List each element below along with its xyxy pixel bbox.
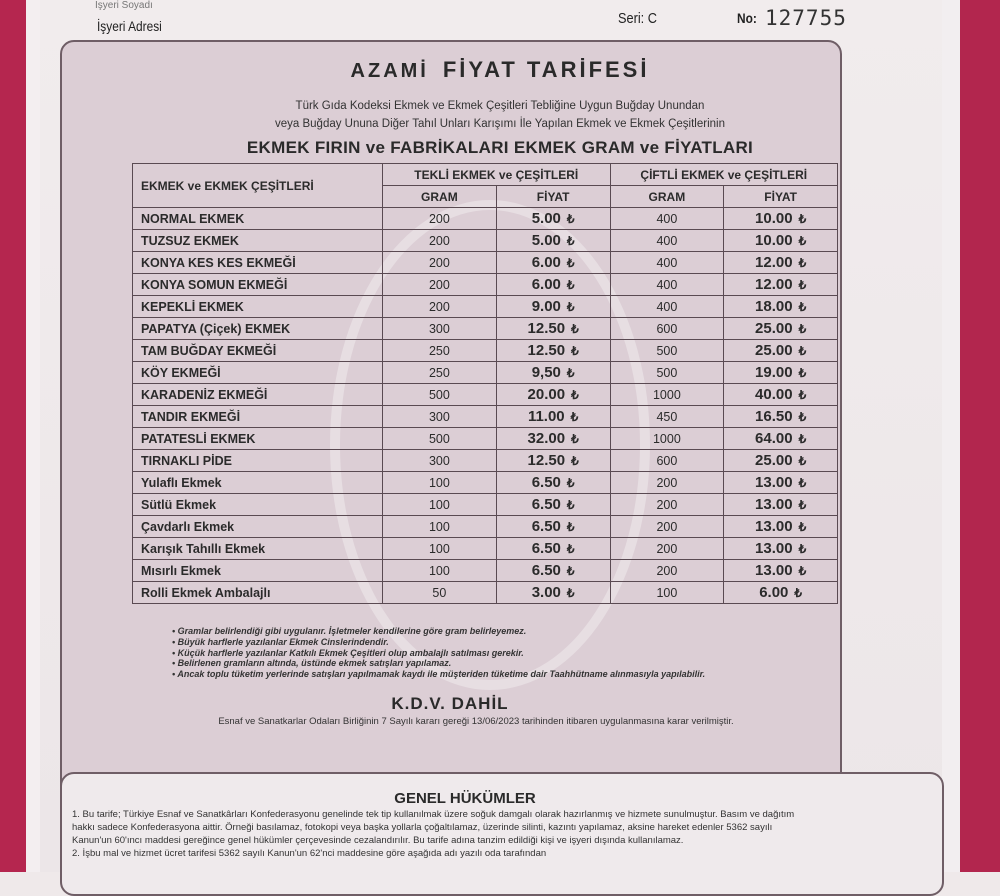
row-price-double	[724, 230, 838, 252]
row-gram-single	[383, 252, 497, 274]
row-gram-double-value: 500	[656, 343, 678, 358]
row-gram-single	[383, 384, 497, 406]
row-name	[133, 428, 383, 450]
row-name-value: PAPATYA (Çiçek) EKMEK	[141, 321, 291, 336]
row-name	[133, 362, 383, 384]
lira-icon: ₺	[798, 520, 807, 534]
row-gram-double	[610, 340, 724, 362]
genel-line: 1. Bu tarife; Türkiye Esnaf ve Sanatkârları Konfederasyonu genelinde tek tip kullanılmak üzere soğuk damgalı olarak hazırlanmış ve hizmete sunulmuştur. Basım ve dağıtım	[72, 809, 795, 820]
lira-icon: ₺	[798, 454, 807, 468]
row-price-single	[496, 494, 610, 516]
lira-icon: ₺	[798, 542, 807, 556]
table-heading: EKMEK FIRIN ve FABRİKALARI EKMEK GRAM ve FİYATLARI	[246, 138, 754, 157]
row-gram-single-value: 50	[432, 585, 447, 600]
row-name-value: KÖY EKMEĞİ	[141, 365, 221, 380]
row-gram-double-value: 100	[656, 585, 678, 600]
table-row	[133, 274, 838, 296]
genel-line: 2. İşbu mal ve hizmet ücret tarifesi 5362 sayılı Kanun'un 62'nci maddesine göre aşağıda adı yazılı oda tarafından	[72, 848, 547, 859]
row-price-double	[724, 340, 838, 362]
table-row	[133, 450, 838, 472]
lira-icon: ₺	[798, 366, 807, 380]
lira-icon: ₺	[566, 256, 575, 270]
row-gram-single	[383, 208, 497, 230]
row-price-double	[724, 274, 838, 296]
row-price-double	[724, 472, 838, 494]
row-price-double	[724, 384, 838, 406]
row-name-value: TANDIR EKMEĞİ	[141, 409, 241, 424]
row-name	[133, 582, 383, 604]
row-price-double	[724, 560, 838, 582]
lira-icon: ₺	[798, 344, 807, 358]
row-name	[133, 538, 383, 560]
row-gram-single-value: 100	[428, 519, 450, 534]
lira-icon: ₺	[798, 432, 807, 446]
lira-icon: ₺	[571, 454, 579, 468]
row-price-single	[496, 208, 610, 230]
table-row	[133, 296, 838, 318]
row-name-value: Mısırlı Ekmek	[141, 563, 221, 578]
genel-hukumler-text	[72, 808, 912, 860]
lira-icon: ₺	[798, 234, 807, 248]
genel-hukumler-title: GENEL HÜKÜMLER	[394, 790, 536, 807]
genel-line: hakkı sadece Konfederasyona aittir. Örneği basılamaz, fotokopi veya başka yollarla çoğaltılamaz, üzerinde silinti, kazıntı yapılamaz, aksine hareket edenler 5362 sayılı	[72, 822, 773, 833]
lira-icon: ₺	[798, 322, 807, 336]
row-name-value: Yulaflı Ekmek	[141, 475, 222, 490]
row-price-single-value: 11.00	[527, 408, 565, 425]
row-gram-double-value: 400	[656, 299, 678, 314]
table-row	[133, 428, 838, 450]
column-header-gram-double: GRAM	[610, 186, 724, 208]
row-gram-single	[383, 582, 497, 604]
row-gram-single	[383, 450, 497, 472]
row-price-double-value: 64.00	[755, 430, 793, 447]
lira-icon: ₺	[571, 344, 579, 358]
lira-icon: ₺	[571, 432, 579, 446]
row-price-double	[724, 494, 838, 516]
row-name	[133, 296, 383, 318]
row-price-double-value: 18.00	[755, 298, 793, 315]
row-name	[133, 406, 383, 428]
row-gram-double	[610, 362, 724, 384]
row-gram-single-value: 200	[428, 255, 450, 270]
row-gram-double	[610, 208, 724, 230]
row-price-double-value: 12.00	[755, 276, 793, 293]
note-item: • Belirlenen gramların altında, üstünde ekmek satışları yapılamaz.	[172, 658, 452, 669]
lira-icon: ₺	[571, 388, 579, 402]
row-name	[133, 384, 383, 406]
row-name-value: Sütlü Ekmek	[141, 497, 217, 512]
page-edge-left-inner	[26, 0, 40, 872]
lira-icon: ₺	[794, 586, 803, 600]
subtitle-line-2: veya Buğday Ununa Diğer Tahıl Unları Karışımı İle Yapılan Ekmek ve Ekmek Çeşitlerinin	[275, 118, 725, 130]
row-price-single	[496, 582, 610, 604]
row-gram-double	[610, 538, 724, 560]
lira-icon: ₺	[566, 564, 575, 578]
lira-icon: ₺	[566, 520, 575, 534]
row-price-single-value: 32.00	[527, 430, 566, 447]
row-name-value: KARADENİZ EKMEĞİ	[141, 387, 268, 402]
column-header-price-single: FİYAT	[496, 186, 610, 208]
notes-list	[172, 626, 705, 680]
row-price-double-value: 13.00	[755, 518, 793, 535]
row-price-double	[724, 582, 838, 604]
row-gram-double-value: 600	[656, 453, 678, 468]
row-name-value: KONYA KES KES EKMEĞİ	[141, 255, 296, 270]
row-gram-single-value: 250	[428, 365, 450, 380]
row-name	[133, 340, 383, 362]
lira-icon: ₺	[798, 212, 807, 226]
row-price-double-value: 40.00	[755, 386, 793, 403]
esnaf-note: Esnaf ve Sanatkarlar Odaları Birliğinin 7 Sayılı kararı gereği 13/06/2023 tarihinden itibaren uygulanmasına karar verilmiştir.	[218, 716, 734, 727]
lira-icon: ₺	[798, 300, 807, 314]
row-price-double	[724, 428, 838, 450]
row-gram-single-value: 500	[428, 431, 450, 446]
lira-icon: ₺	[566, 542, 575, 556]
row-gram-single-value: 100	[428, 563, 450, 578]
row-gram-single-value: 100	[428, 541, 450, 556]
row-gram-double	[610, 560, 724, 582]
row-name	[133, 230, 383, 252]
row-price-single-value: 6.50	[531, 540, 561, 557]
row-gram-double-value: 200	[656, 563, 678, 578]
row-price-single	[496, 274, 610, 296]
row-price-single	[496, 340, 610, 362]
lira-icon: ₺	[798, 278, 807, 292]
row-gram-single	[383, 494, 497, 516]
row-price-single	[496, 318, 610, 340]
lira-icon: ₺	[566, 586, 575, 600]
row-gram-double	[610, 230, 724, 252]
title-part1: AZAMİ	[350, 60, 429, 82]
row-price-double	[724, 362, 838, 384]
row-gram-single-value: 100	[428, 497, 450, 512]
row-gram-single	[383, 296, 497, 318]
row-gram-single	[383, 516, 497, 538]
column-header-gram-single: GRAM	[383, 186, 497, 208]
row-gram-single-value: 100	[428, 475, 450, 490]
row-price-double-value: 13.00	[755, 562, 793, 579]
row-gram-single-value: 300	[428, 321, 450, 336]
row-gram-single	[383, 274, 497, 296]
row-price-single	[496, 560, 610, 582]
no-label: No:	[737, 10, 757, 26]
row-price-single-value: 6.50	[531, 562, 561, 579]
row-gram-single-value: 300	[428, 453, 450, 468]
page-title	[0, 57, 1000, 83]
row-gram-double-value: 500	[656, 365, 678, 380]
row-name-value: Karışık Tahıllı Ekmek	[141, 541, 266, 556]
row-gram-single-value: 200	[428, 211, 450, 226]
subtitle-line-1: Türk Gıda Kodeksi Ekmek ve Ekmek Çeşitleri Tebliğine Uygun Buğday Unundan	[295, 100, 705, 112]
row-price-double	[724, 450, 838, 472]
column-header-price-double: FİYAT	[724, 186, 838, 208]
price-table	[132, 163, 838, 604]
row-name-value: TIRNAKLI PİDE	[141, 453, 232, 468]
row-gram-double	[610, 450, 724, 472]
row-gram-double	[610, 516, 724, 538]
note-item: • Küçük harflerle yazılanlar Katkılı Ekmek Çeşitleri olup ambalajlı satılması gerekir.	[172, 647, 524, 658]
row-price-single-value: 6.50	[531, 518, 561, 535]
row-gram-double-value: 200	[656, 475, 678, 490]
row-gram-double-value: 400	[656, 277, 678, 292]
lira-icon: ₺	[570, 410, 579, 424]
row-price-double-value: 10.00	[755, 210, 793, 227]
row-name	[133, 516, 383, 538]
serial-number: 127755	[765, 6, 847, 30]
table-row	[133, 582, 838, 604]
lira-icon: ₺	[566, 278, 575, 292]
row-price-single	[496, 384, 610, 406]
kdv-label: K.D.V. DAHİL	[391, 694, 509, 713]
row-gram-single	[383, 560, 497, 582]
row-gram-double	[610, 274, 724, 296]
row-price-double	[724, 208, 838, 230]
row-price-double	[724, 252, 838, 274]
row-price-double	[724, 538, 838, 560]
note-item: • Gramlar belirlendiği gibi uygulanır. İşletmeler kendilerine göre gram belirleyemez.	[172, 626, 527, 636]
row-name-value: KEPEKLİ EKMEK	[141, 299, 244, 314]
header-cutoff-text: İşyeri Soyadı	[95, 0, 153, 11]
row-gram-single	[383, 362, 497, 384]
row-price-single-value: 9,50	[531, 364, 561, 381]
lira-icon: ₺	[571, 322, 579, 336]
table-row	[133, 560, 838, 582]
table-row	[133, 362, 838, 384]
row-price-single-value: 12.50	[527, 320, 566, 337]
row-price-double-value: 19.00	[755, 364, 793, 381]
row-price-single-value: 5.00	[531, 210, 561, 227]
table-row	[133, 252, 838, 274]
row-gram-double-value: 200	[656, 519, 678, 534]
row-name	[133, 252, 383, 274]
row-name	[133, 494, 383, 516]
row-gram-single-value: 200	[428, 277, 450, 292]
row-gram-double-value: 1000	[652, 387, 681, 402]
row-price-single	[496, 362, 610, 384]
table-row	[133, 318, 838, 340]
table-row	[133, 208, 838, 230]
row-gram-double	[610, 318, 724, 340]
lira-icon: ₺	[798, 476, 807, 490]
lira-icon: ₺	[566, 498, 575, 512]
column-header-name: EKMEK ve EKMEK ÇEŞİTLERİ	[133, 164, 383, 208]
row-price-single	[496, 406, 610, 428]
row-gram-double-value: 400	[656, 233, 678, 248]
row-price-single-value: 12.50	[527, 452, 566, 469]
seri-label: Seri: C	[618, 10, 657, 27]
row-price-single	[496, 252, 610, 274]
row-name-value: Çavdarlı Ekmek	[141, 519, 235, 534]
row-price-single-value: 6.00	[531, 276, 561, 293]
row-gram-single	[383, 318, 497, 340]
note-item: • Ancak toplu tüketim yerlerinde satışları yapılmamak kaydı ile müşteriden tüketime dair Taahhütname alınmasıyla yapılabilir.	[172, 669, 706, 680]
row-price-double	[724, 406, 838, 428]
row-gram-single	[383, 472, 497, 494]
table-row	[133, 538, 838, 560]
row-gram-single-value: 300	[428, 409, 450, 424]
table-row	[133, 384, 838, 406]
row-gram-double-value: 450	[656, 409, 678, 424]
row-name-value: TUZSUZ EKMEK	[141, 233, 239, 248]
row-price-single-value: 12.50	[527, 342, 566, 359]
lira-icon: ₺	[566, 212, 575, 226]
lira-icon: ₺	[798, 256, 807, 270]
row-name-value: PATATESLİ EKMEK	[141, 431, 256, 446]
row-gram-double	[610, 582, 724, 604]
row-gram-single	[383, 428, 497, 450]
row-name	[133, 318, 383, 340]
row-price-single	[496, 516, 610, 538]
row-price-single-value: 9.00	[531, 298, 561, 315]
row-gram-single	[383, 538, 497, 560]
row-gram-double	[610, 428, 724, 450]
row-price-double-value: 13.00	[755, 496, 793, 513]
row-price-single	[496, 450, 610, 472]
row-price-double-value: 25.00	[755, 320, 793, 337]
table-row	[133, 406, 838, 428]
lira-icon: ₺	[798, 564, 807, 578]
row-price-double-value: 13.00	[755, 540, 793, 557]
row-gram-single-value: 200	[428, 299, 450, 314]
row-price-single	[496, 538, 610, 560]
row-gram-single	[383, 406, 497, 428]
row-gram-double	[610, 494, 724, 516]
row-price-double-value: 6.00	[759, 584, 789, 601]
row-gram-double	[610, 384, 724, 406]
row-gram-single-value: 200	[428, 233, 450, 248]
row-price-single	[496, 472, 610, 494]
row-gram-double-value: 1000	[652, 431, 681, 446]
table-row	[133, 494, 838, 516]
row-name	[133, 560, 383, 582]
row-price-single	[496, 428, 610, 450]
row-name-value: Rolli Ekmek Ambalajlı	[141, 585, 271, 600]
row-price-single-value: 6.00	[531, 254, 561, 271]
row-price-single-value: 5.00	[531, 232, 561, 249]
row-price-double-value: 25.00	[755, 342, 793, 359]
row-gram-double	[610, 296, 724, 318]
group-header-double: ÇİFTLİ EKMEK ve ÇEŞİTLERİ	[610, 164, 838, 186]
lira-icon: ₺	[798, 388, 807, 402]
table-row	[133, 340, 838, 362]
row-name	[133, 208, 383, 230]
row-name-value: TAM BUĞDAY EKMEĞİ	[141, 343, 277, 358]
row-name	[133, 274, 383, 296]
page-edge-right	[960, 0, 1000, 872]
lira-icon: ₺	[798, 498, 807, 512]
row-price-single-value: 20.00	[527, 386, 566, 403]
genel-line: Kanun'un 60'ıncı maddesi gereğince genel hükümler çerçevesinde cezalandırılır. Bu tarife adına tanzim edildiği kişi ve işyeri dışında kullanılamaz.	[72, 835, 684, 846]
row-price-single-value: 6.50	[531, 496, 561, 513]
row-price-single	[496, 296, 610, 318]
isyeri-adresi-label: İşyeri Adresi	[97, 18, 162, 34]
row-price-double	[724, 516, 838, 538]
lira-icon: ₺	[566, 366, 575, 380]
row-price-double-value: 12.00	[755, 254, 793, 271]
row-name-value: KONYA SOMUN EKMEĞİ	[141, 277, 288, 292]
row-name	[133, 450, 383, 472]
group-header-single: TEKLİ EKMEK ve ÇEŞİTLERİ	[383, 164, 611, 186]
row-price-double-value: 25.00	[755, 452, 793, 469]
row-gram-double-value: 200	[656, 497, 678, 512]
row-price-single-value: 3.00	[531, 584, 561, 601]
row-gram-double	[610, 252, 724, 274]
table-row	[133, 516, 838, 538]
row-price-single-value: 6.50	[531, 474, 561, 491]
note-item: • Büyük harflerle yazılanlar Ekmek Cinslerindendir.	[172, 636, 389, 647]
row-name-value: NORMAL EKMEK	[141, 211, 245, 226]
row-price-double-value: 10.00	[755, 232, 793, 249]
row-price-double-value: 13.00	[755, 474, 793, 491]
row-price-double-value: 16.50	[755, 408, 793, 425]
row-gram-single-value: 250	[428, 343, 450, 358]
lira-icon: ₺	[566, 234, 575, 248]
lira-icon: ₺	[566, 476, 575, 490]
row-price-single	[496, 230, 610, 252]
lira-icon: ₺	[566, 300, 575, 314]
page-edge-right-inner	[942, 0, 960, 872]
row-gram-double-value: 400	[656, 255, 678, 270]
row-gram-single-value: 500	[428, 387, 450, 402]
row-gram-double	[610, 406, 724, 428]
row-gram-double-value: 400	[656, 211, 678, 226]
row-name	[133, 472, 383, 494]
row-gram-single	[383, 340, 497, 362]
row-gram-double	[610, 472, 724, 494]
row-gram-single	[383, 230, 497, 252]
table-row	[133, 230, 838, 252]
row-price-double	[724, 296, 838, 318]
row-gram-double-value: 200	[656, 541, 678, 556]
table-row	[133, 472, 838, 494]
title-part2: FİYAT TARİFESİ	[442, 57, 650, 82]
lira-icon: ₺	[798, 410, 807, 424]
row-gram-double-value: 600	[656, 321, 678, 336]
row-price-double	[724, 318, 838, 340]
